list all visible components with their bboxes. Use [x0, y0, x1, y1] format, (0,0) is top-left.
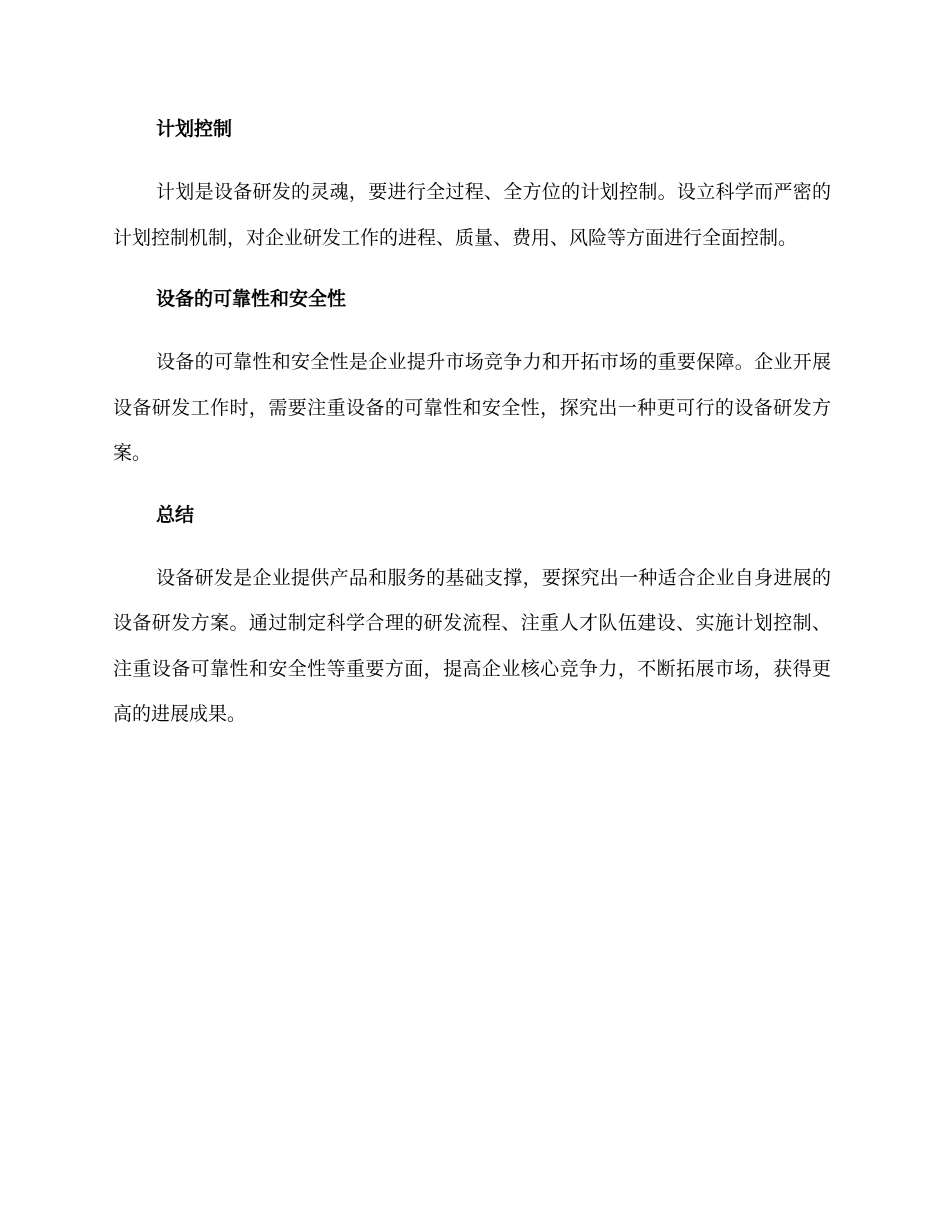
- section-heading-reliability-safety: 设备的可靠性和安全性: [156, 288, 347, 310]
- spacer: [113, 145, 831, 170]
- section-paragraph-plan-control: 计划是设备研发的灵魂，要进行全过程、全方位的计划控制。设立科学而严密的计划控制机制，对企业研发工作的进程、质量、费用、风险等方面进行全面控制。: [113, 181, 831, 249]
- section-paragraph-reliability-safety: 设备的可靠性和安全性是企业提升市场竞争力和开拓市场的重要保障。企业开展设备研发工作时，需要注重设备的可靠性和安全性，探究出一种更可行的设备研发方案。: [113, 351, 831, 464]
- spacer: [113, 531, 831, 556]
- spacer: [113, 315, 831, 340]
- section-heading-plan-control: 计划控制: [156, 118, 233, 140]
- spacer: [113, 261, 831, 283]
- spacer: [113, 477, 831, 499]
- section-heading-summary: 总结: [156, 503, 195, 526]
- section-paragraph-summary: 设备研发是企业提供产品和服务的基础支撑，要探究出一种适合企业自身进展的设备研发方案。通过制定科学合理的研发流程、注重人才队伍建设、实施计划控制、注重设备可靠性和安全性等重要方面，提高企业核心竞争力，不断拓展市场，获得更高的进展成果。: [113, 566, 831, 725]
- document-body: [113, 113, 831, 738]
